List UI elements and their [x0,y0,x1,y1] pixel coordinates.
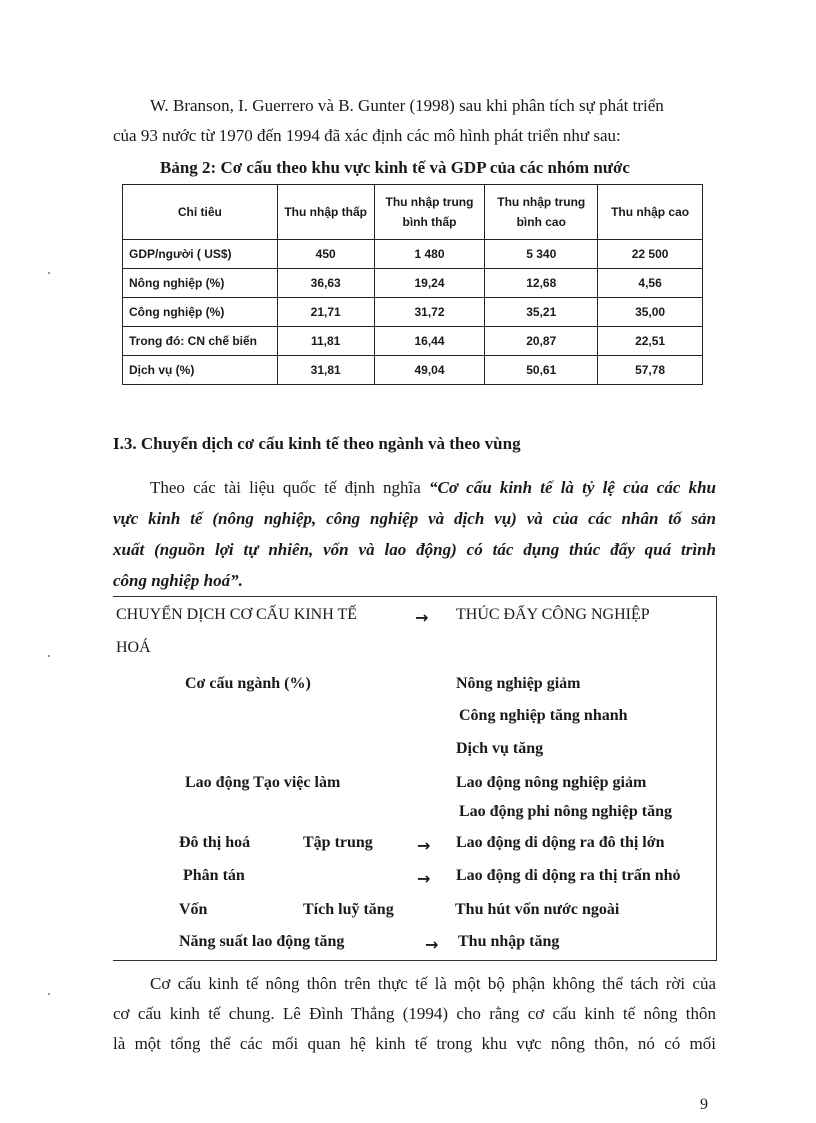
economic-shift-box [113,596,717,961]
table-row [123,356,703,385]
urban-mid: Tập trung [303,834,373,851]
table-cell: 12,68 [485,269,598,298]
table-cell: 31,72 [374,298,485,327]
definition-line-1 [113,473,716,503]
closing-line-3: là một tổng thể các mối quan hệ kinh tế trong khu vực nông thôn, nó có mối [113,1034,716,1053]
table-cell: 50,61 [485,356,598,385]
intro-line-2: của 93 nước từ 1970 đến 1994 đã xác định các mô hình phát triển như sau: [113,126,621,145]
table-header-row [123,185,703,240]
urban-result: Lao động di dộng ra đô thị lớn [456,834,665,851]
row-label: GDP/người ( US$) [123,240,278,269]
sector-label: Cơ cấu ngành (%) [185,675,311,692]
capital-mid: Tích luỹ tăng [303,901,394,918]
row-label: Nông nghiệp (%) [123,269,278,298]
arrow-icon: → [415,608,429,627]
scan-speck [48,655,50,657]
table-row [123,298,703,327]
header-indicator: Chỉ tiêu [123,185,278,240]
capital-label: Vốn [179,901,208,918]
row-label: Dịch vụ (%) [123,356,278,385]
intro-line-1: W. Branson, I. Guerrero và B. Gunter (1998) sau khi phân tích sự phát triển [150,96,664,115]
table-cell: 22 500 [598,240,703,269]
capital-result: Thu hút vốn nước ngoài [455,901,620,918]
labor-label: Lao động Tạo việc làm [185,774,341,791]
section-heading: I.3. Chuyển dịch cơ cấu kinh tế theo ngành và theo vùng [113,434,521,453]
header-lower-middle-income: Thu nhập trung bình thấp [374,185,485,240]
urban-label: Đô thị hoá [179,834,251,851]
table-row [123,327,703,356]
table-cell: 16,44 [374,327,485,356]
table-cell: 11,81 [277,327,374,356]
data-table [122,184,703,385]
closing-line-2: cơ cấu kinh tế chung. Lê Đình Thắng (1994) cho rằng cơ cấu kinh tế nông thôn [113,1004,716,1023]
table-cell: 57,78 [598,356,703,385]
arrow-icon: → [425,935,439,954]
table-cell: 19,24 [374,269,485,298]
table-cell: 450 [277,240,374,269]
table-cell: 35,21 [485,298,598,327]
productivity-result: Thu nhập tăng [458,933,560,950]
table-cell: 21,71 [277,298,374,327]
definition-lead: Theo các tài liệu quốc tế định nghĩa [150,478,430,497]
definition-quote-2: vực kinh tế (nông nghiệp, công nghiệp và dịch vụ) và của các nhân tố sản [113,509,716,528]
row-label: Công nghiệp (%) [123,298,278,327]
disperse-result: Lao động di dộng ra thị trấn nhỏ [456,867,681,884]
labor-item: Lao động phi nông nghiệp tăng [459,803,672,820]
table-cell: 1 480 [374,240,485,269]
arrow-icon: → [417,836,431,855]
header-high-income: Thu nhập cao [598,185,703,240]
definition-quote-3: xuất (nguồn lợi tự nhiên, vốn và lao động) có tác dụng thúc đẩy quá trình [113,540,716,559]
sector-item: Công nghiệp tăng nhanh [459,707,628,724]
table-row [123,269,703,298]
header-upper-middle-income: Thu nhập trung bình cao [485,185,598,240]
table-cell: 5 340 [485,240,598,269]
definition-quote-1: “Cơ cấu kinh tế là tỷ lệ của các khu [429,478,716,497]
table-cell: 31,81 [277,356,374,385]
arrow-icon: → [417,869,431,888]
table-cell: 36,63 [277,269,374,298]
table-cell: 4,56 [598,269,703,298]
page-number: 9 [700,1096,708,1113]
labor-item: Lao động nông nghiệp giảm [456,774,647,791]
table-cell: 22,51 [598,327,703,356]
table-row [123,240,703,269]
sector-item: Dịch vụ tăng [456,740,544,757]
table-cell: 49,04 [374,356,485,385]
header-low-income: Thu nhập thấp [277,185,374,240]
table-caption: Bảng 2: Cơ cấu theo khu vực kinh tế và GDP của các nhóm nước [160,158,630,177]
box-title-right: THÚC ĐẨY CÔNG NGHIỆP [456,606,650,623]
definition-quote-4: công nghiệp hoá”. [113,571,243,590]
row-label: Trong đó: CN chế biến [123,327,278,356]
table-cell: 35,00 [598,298,703,327]
box-title-left-wrap: HOÁ [116,639,151,656]
closing-line-1: Cơ cấu kinh tế nông thôn trên thực tế là một bộ phận không thể tách rời của [150,974,716,993]
box-title-left: CHUYỂN DỊCH CƠ CẤU KINH TẾ [116,606,358,623]
table-cell: 20,87 [485,327,598,356]
sector-item: Nông nghiệp giảm [456,675,581,692]
scan-speck [48,272,50,274]
scan-speck [48,993,50,995]
disperse-label: Phân tán [183,867,245,884]
productivity-label: Năng suất lao động tăng [179,933,345,950]
